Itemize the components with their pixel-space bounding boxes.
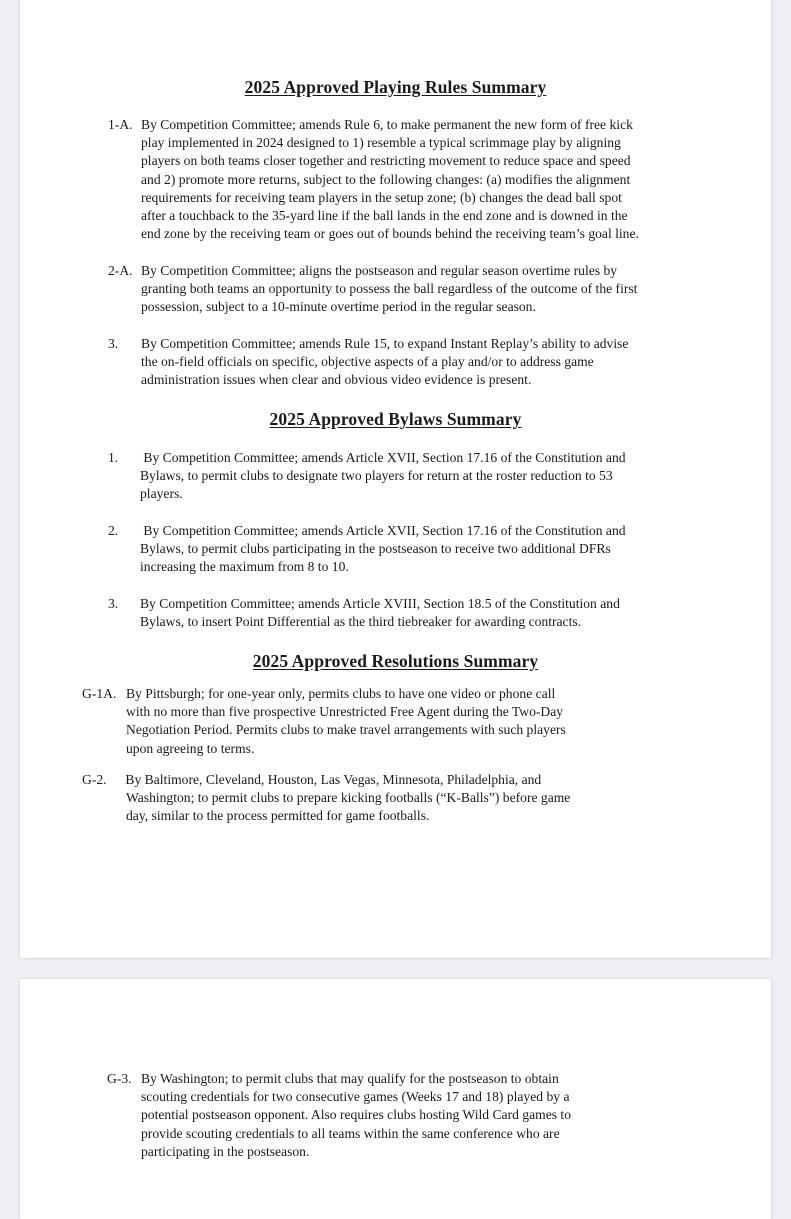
item-line: Bylaws, to insert Point Differential as the third tiebreaker for awarding contracts. xyxy=(140,614,582,630)
item-line: By Competition Committee; amends Article XVII, Section 17.16 of the Constitution and xyxy=(140,523,626,538)
section-title-resolutions: 2025 Approved Resolutions Summary xyxy=(252,651,539,671)
item-line: participating in the postseason. xyxy=(141,1143,310,1159)
item-line: end zone by the receiving team or goes out of bounds behind the receiving team’s goal line. xyxy=(141,226,639,242)
bylaw-item-2 xyxy=(108,522,768,577)
item-line: the on-field officials on specific, objective aspects of a play and/or to address game xyxy=(141,354,594,370)
item-number: 1. xyxy=(108,450,119,465)
item-line: increasing the maximum from 8 to 10. xyxy=(140,559,349,575)
rule-item-2a xyxy=(108,262,768,317)
item-line: Bylaws, to permit clubs to designate two players for return at the roster reduction to 53 xyxy=(140,468,613,484)
item-line: provide scouting credentials to all teams within the same conference who are xyxy=(141,1125,560,1141)
item-number: 2. xyxy=(108,523,119,538)
item-line: By Competition Committee; amends Rule 6, to make permanent the new form of free kick xyxy=(141,117,633,132)
item-line: players. xyxy=(140,486,183,502)
item-line: By Competition Committee; amends Rule 15, to expand Instant Replay’s ability to advise xyxy=(141,336,629,351)
section-title-bylaws: 2025 Approved Bylaws Summary xyxy=(269,409,522,429)
item-line: By Pittsburgh; for one-year only, permits clubs to have one video or phone call xyxy=(126,686,556,701)
item-number: 1-A. xyxy=(108,117,133,132)
item-line: Washington; to permit clubs to prepare kicking footballs (“K-Balls”) before game xyxy=(126,790,571,806)
item-line: By Competition Committee; aligns the postseason and regular season overtime rules by xyxy=(141,263,618,278)
item-line: with no more than five prospective Unrestricted Free Agent during the Two-Day xyxy=(126,704,564,720)
item-number: G-3. xyxy=(107,1071,132,1086)
resolution-item-g3 xyxy=(107,1070,747,1161)
item-line: possession, subject to a 10-minute overtime period in the regular season. xyxy=(141,299,536,315)
item-line: potential postseason opponent. Also requires clubs hosting Wild Card games to xyxy=(141,1107,571,1123)
item-line: By Baltimore, Cleveland, Houston, Las Vegas, Minnesota, Philadelphia, and xyxy=(122,772,542,787)
section-title-playing-rules: 2025 Approved Playing Rules Summary xyxy=(244,77,547,97)
item-number: 2-A. xyxy=(108,263,133,278)
item-line: after a touchback to the 35-yard line if the ball lands in the end zone and is downed in the xyxy=(141,208,628,224)
item-line: Bylaws, to permit clubs participating in the postseason to receive two additional DFRs xyxy=(140,541,611,557)
item-line: requirements for receiving team players in the setup zone; (b) changes the dead ball spot xyxy=(141,189,622,205)
item-number: 3. xyxy=(108,596,119,611)
item-line: By Competition Committee; amends Article XVII, Section 17.16 of the Constitution and xyxy=(140,450,626,465)
rule-item-1a xyxy=(108,116,768,243)
item-line: granting both teams an opportunity to possess the ball regardless of the outcome of the first xyxy=(141,281,638,297)
item-line: Negotiation Period. Permits clubs to make travel arrangements with such players xyxy=(126,722,566,738)
item-line: By Competition Committee; amends Article XVIII, Section 18.5 of the Constitution and xyxy=(140,596,620,611)
item-line: scouting credentials for two consecutive games (Weeks 17 and 18) played by a xyxy=(141,1089,570,1105)
item-number: G-2. xyxy=(82,772,107,787)
item-line: By Washington; to permit clubs that may qualify for the postseason to obtain xyxy=(141,1071,559,1086)
item-line: upon agreeing to terms. xyxy=(126,740,255,756)
document-page-1 xyxy=(20,0,771,958)
item-line: administration issues when clear and obvious video evidence is present. xyxy=(141,372,532,388)
item-line: day, similar to the process permitted for game footballs. xyxy=(126,808,430,824)
item-line: and 2) promote more returns, subject to the following changes: (a) modifies the alignment xyxy=(141,171,631,187)
bylaw-item-3 xyxy=(108,595,768,631)
item-number: G-1A. xyxy=(82,686,117,701)
item-line: players on both teams closer together and restricting movement to reduce space and speed xyxy=(141,153,631,169)
rule-item-3 xyxy=(108,335,768,390)
document-page-2 xyxy=(20,979,771,1219)
item-number: 3. xyxy=(108,336,119,351)
item-line: play implemented in 2024 designed to 1) resemble a typical scrimmage play by aligning xyxy=(141,135,621,151)
bylaw-item-1 xyxy=(108,449,768,504)
resolution-item-g1a xyxy=(82,685,752,758)
resolution-item-g2 xyxy=(82,771,752,826)
